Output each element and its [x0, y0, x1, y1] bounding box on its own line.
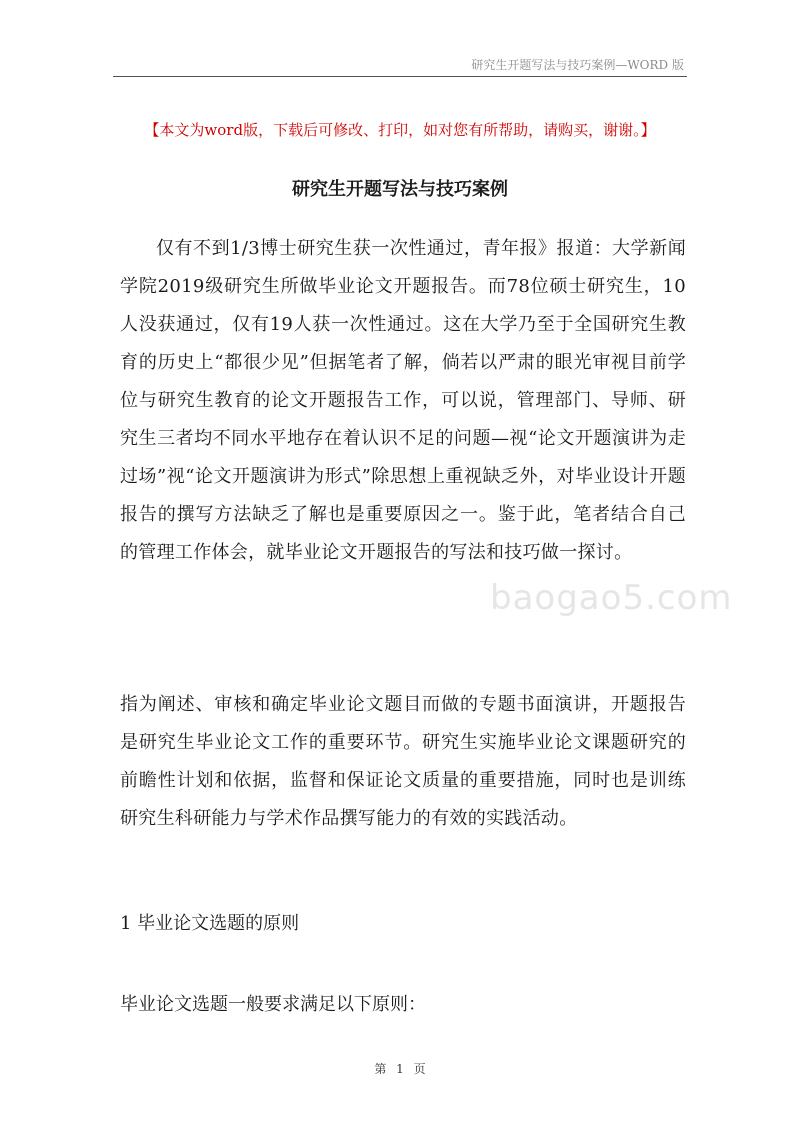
watermark: baogao5.com [490, 578, 733, 618]
page-number: 1 [396, 1062, 404, 1076]
header-divider [113, 76, 687, 77]
page-suffix: 页 [413, 1062, 426, 1076]
running-header: 研究生开题写法与技巧案例—WORD 版 [471, 58, 684, 72]
download-notice: 【本文为word版，下载后可修改、打印，如对您有所帮助，请购买，谢谢。】 [144, 121, 656, 139]
section-heading: 1 毕业论文选题的原则 [120, 913, 300, 934]
body-paragraph-2: 指为阐述、审核和确定毕业论文题目而做的专题书面演讲，开题报告是研究生毕业论文工作的重要环节。研究生实施毕业论文课题研究的前瞻性计划和依据，监督和保证论文质量的重要措施，同时也是训练研究生科研能力与学术作品撰写能力的有效的实践活动。 [120, 694, 686, 829]
page-prefix: 第 [374, 1062, 387, 1076]
page-footer [0, 1060, 800, 1077]
section-intro: 毕业论文选题一般要求满足以下原则： [120, 994, 426, 1015]
body-paragraph-1: 仅有不到1/3博士研究生获一次性通过，青年报》报道：大学新闻学院2019级研究生所做毕业论文开题报告。而78位硕士研究生，10人没获通过，仅有19人获一次性通过。这在大学乃至于全国研究生教育的历史上“都很少见”但据笔者了解，倘若以严肃的眼光审视目前学位与研究生教育的论文开题报告工作，可以说，管理部门、导师、研究生三者均不同水平地存在着认识不足的问题—视“论文开题演讲为走过场”视“论文开题演讲为形式”除思想上重视缺乏外，对毕业设计开题报告的撰写方法缺乏了解也是重要原因之一。鉴于此，笔者结合自己的管理工作体会，就毕业论文开题报告的写法和技巧做一探讨。 [120, 238, 686, 563]
document-title: 研究生开题写法与技巧案例 [292, 179, 508, 200]
